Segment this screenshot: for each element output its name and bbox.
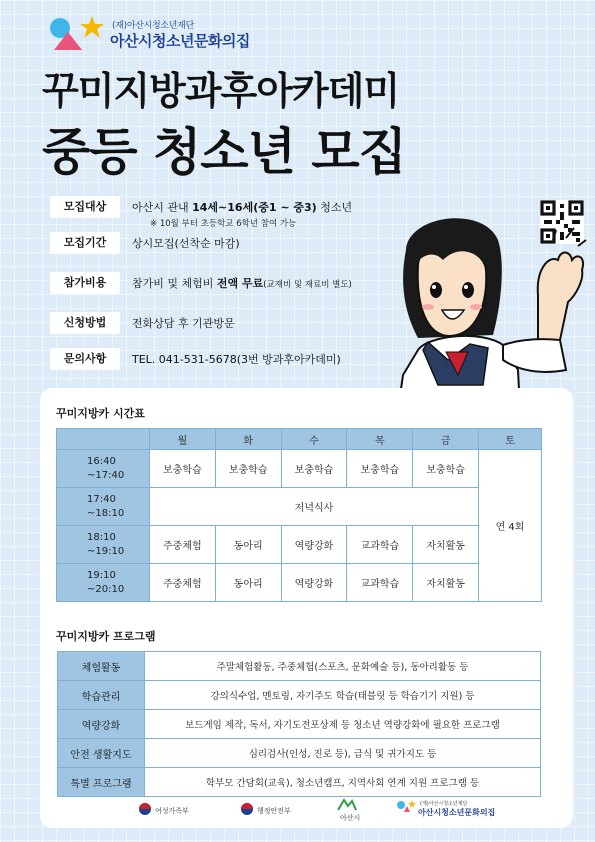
schedule-cell: 동아리 bbox=[215, 526, 281, 564]
info-label: 모집기간 bbox=[50, 232, 120, 254]
info-label: 모집대상 bbox=[50, 196, 120, 218]
youth-center-logo-icon bbox=[396, 799, 416, 813]
table-row bbox=[57, 450, 542, 488]
org-subtitle: (재)아산시청소년재단 bbox=[112, 21, 194, 31]
program-label: 체험활동 bbox=[58, 652, 145, 681]
schedule-cell: 교과학습 bbox=[347, 526, 413, 564]
program-title: 꾸미지방카 프로그램 bbox=[56, 630, 156, 643]
footer-logo-mogef: 여성가족부 bbox=[155, 807, 189, 815]
logo-shapes-icon bbox=[46, 14, 110, 54]
info-label: 참가비용 bbox=[50, 272, 120, 294]
schedule-cell: 역량강화 bbox=[281, 526, 347, 564]
program-label: 역량강화 bbox=[58, 710, 145, 739]
program-desc: 강의식수업, 멘토링, 자기주도 학습(태블릿 등 학습기기 지원) 등 bbox=[145, 681, 541, 710]
title-line2: 중등 청소년 모집 bbox=[42, 123, 406, 181]
info-label: 신청방법 bbox=[50, 312, 120, 334]
info-note: ※ 10월 부터 초등학교 6학년 참여 가능 bbox=[150, 219, 297, 229]
day-header: 토 bbox=[479, 429, 542, 450]
program-desc: 주말체험활동, 주중체험(스포츠, 문화예술 등), 동아리활동 등 bbox=[145, 652, 541, 681]
day-header: 화 bbox=[215, 429, 281, 450]
saturday-cell: 연 4회 bbox=[479, 450, 542, 602]
footer-logo4-sub: (재)아산시청소년재단 bbox=[420, 801, 468, 807]
schedule-cell: 보충학습 bbox=[149, 450, 215, 488]
program-desc: 심리검사(인성, 진로 등), 급식 및 귀가지도 등 bbox=[145, 739, 541, 768]
schedule-cell: 보충학습 bbox=[215, 450, 281, 488]
schedule-header-row bbox=[57, 429, 542, 450]
table-row bbox=[57, 564, 542, 602]
schedule-cell: 보충학습 bbox=[413, 450, 479, 488]
dinner-cell: 저녁식사 bbox=[149, 488, 478, 526]
gov-taegeuk-icon bbox=[138, 802, 152, 816]
table-row bbox=[58, 652, 541, 681]
program-table bbox=[57, 651, 541, 797]
schedule-cell: 자치활동 bbox=[413, 526, 479, 564]
org-name: 아산시청소년문화의집 bbox=[110, 32, 250, 50]
org-logo bbox=[46, 14, 276, 54]
info-text: 상시모집(선착순 마감) bbox=[132, 237, 240, 250]
table-row bbox=[58, 681, 541, 710]
asan-city-icon bbox=[336, 798, 358, 812]
day-header: 목 bbox=[347, 429, 413, 450]
time-cell: 17:40 ~18:10 bbox=[57, 488, 150, 526]
footer-logo4: 아산시청소년문화의집 bbox=[418, 808, 496, 817]
program-label: 안전 생활지도 bbox=[58, 739, 145, 768]
schedule-cell: 교과학습 bbox=[347, 564, 413, 602]
day-header: 월 bbox=[149, 429, 215, 450]
time-cell: 16:40 ~17:40 bbox=[57, 450, 150, 488]
info-text: 참가비 및 체험비 전액 무료(교재비 및 재료비 별도) bbox=[132, 277, 352, 290]
program-label: 학습관리 bbox=[58, 681, 145, 710]
table-row bbox=[58, 768, 541, 797]
info-text: 아산시 관내 14세~16세(중1 ~ 중3) 청소년 bbox=[132, 201, 353, 214]
table-row bbox=[57, 526, 542, 564]
schedule-cell: 역량강화 bbox=[281, 564, 347, 602]
schedule-title: 꾸미지방카 시간표 bbox=[56, 407, 145, 420]
table-row bbox=[58, 739, 541, 768]
schedule-cell: 주중체험 bbox=[149, 564, 215, 602]
table-row bbox=[58, 710, 541, 739]
program-desc: 보드게임 제작, 독서, 자기도전포상제 등 청소년 역량강화에 필요한 프로그램 bbox=[145, 710, 541, 739]
schedule-cell: 보충학습 bbox=[281, 450, 347, 488]
program-label: 특별 프로그램 bbox=[58, 768, 145, 797]
footer-logo-mois: 행정안전부 bbox=[257, 807, 291, 815]
title-line1: 꾸미지방과후아카데미 bbox=[42, 69, 400, 113]
time-cell: 19:10 ~20:10 bbox=[57, 564, 150, 602]
schedule-table bbox=[56, 428, 542, 602]
schedule-cell: 동아리 bbox=[215, 564, 281, 602]
time-cell: 18:10 ~19:10 bbox=[57, 526, 150, 564]
table-row bbox=[57, 488, 542, 526]
gov-taegeuk-icon bbox=[240, 802, 254, 816]
day-header: 금 bbox=[413, 429, 479, 450]
info-text: 전화상담 후 기관방문 bbox=[132, 317, 235, 330]
schedule-cell: 주중체험 bbox=[149, 526, 215, 564]
student-character-illustration bbox=[388, 210, 588, 410]
info-text: TEL. 041-531-5678(3번 방과후아카데미) bbox=[132, 353, 341, 366]
info-label: 문의사항 bbox=[50, 348, 120, 370]
day-header: 수 bbox=[281, 429, 347, 450]
footer-logo-asan: 아산시 bbox=[340, 814, 361, 822]
schedule-cell: 보충학습 bbox=[347, 450, 413, 488]
program-desc: 학부모 간담회(교육), 청소년캠프, 지역사회 연계 지원 프로그램 등 bbox=[145, 768, 541, 797]
schedule-cell: 자치활동 bbox=[413, 564, 479, 602]
schedule-corner-cell bbox=[57, 429, 150, 450]
